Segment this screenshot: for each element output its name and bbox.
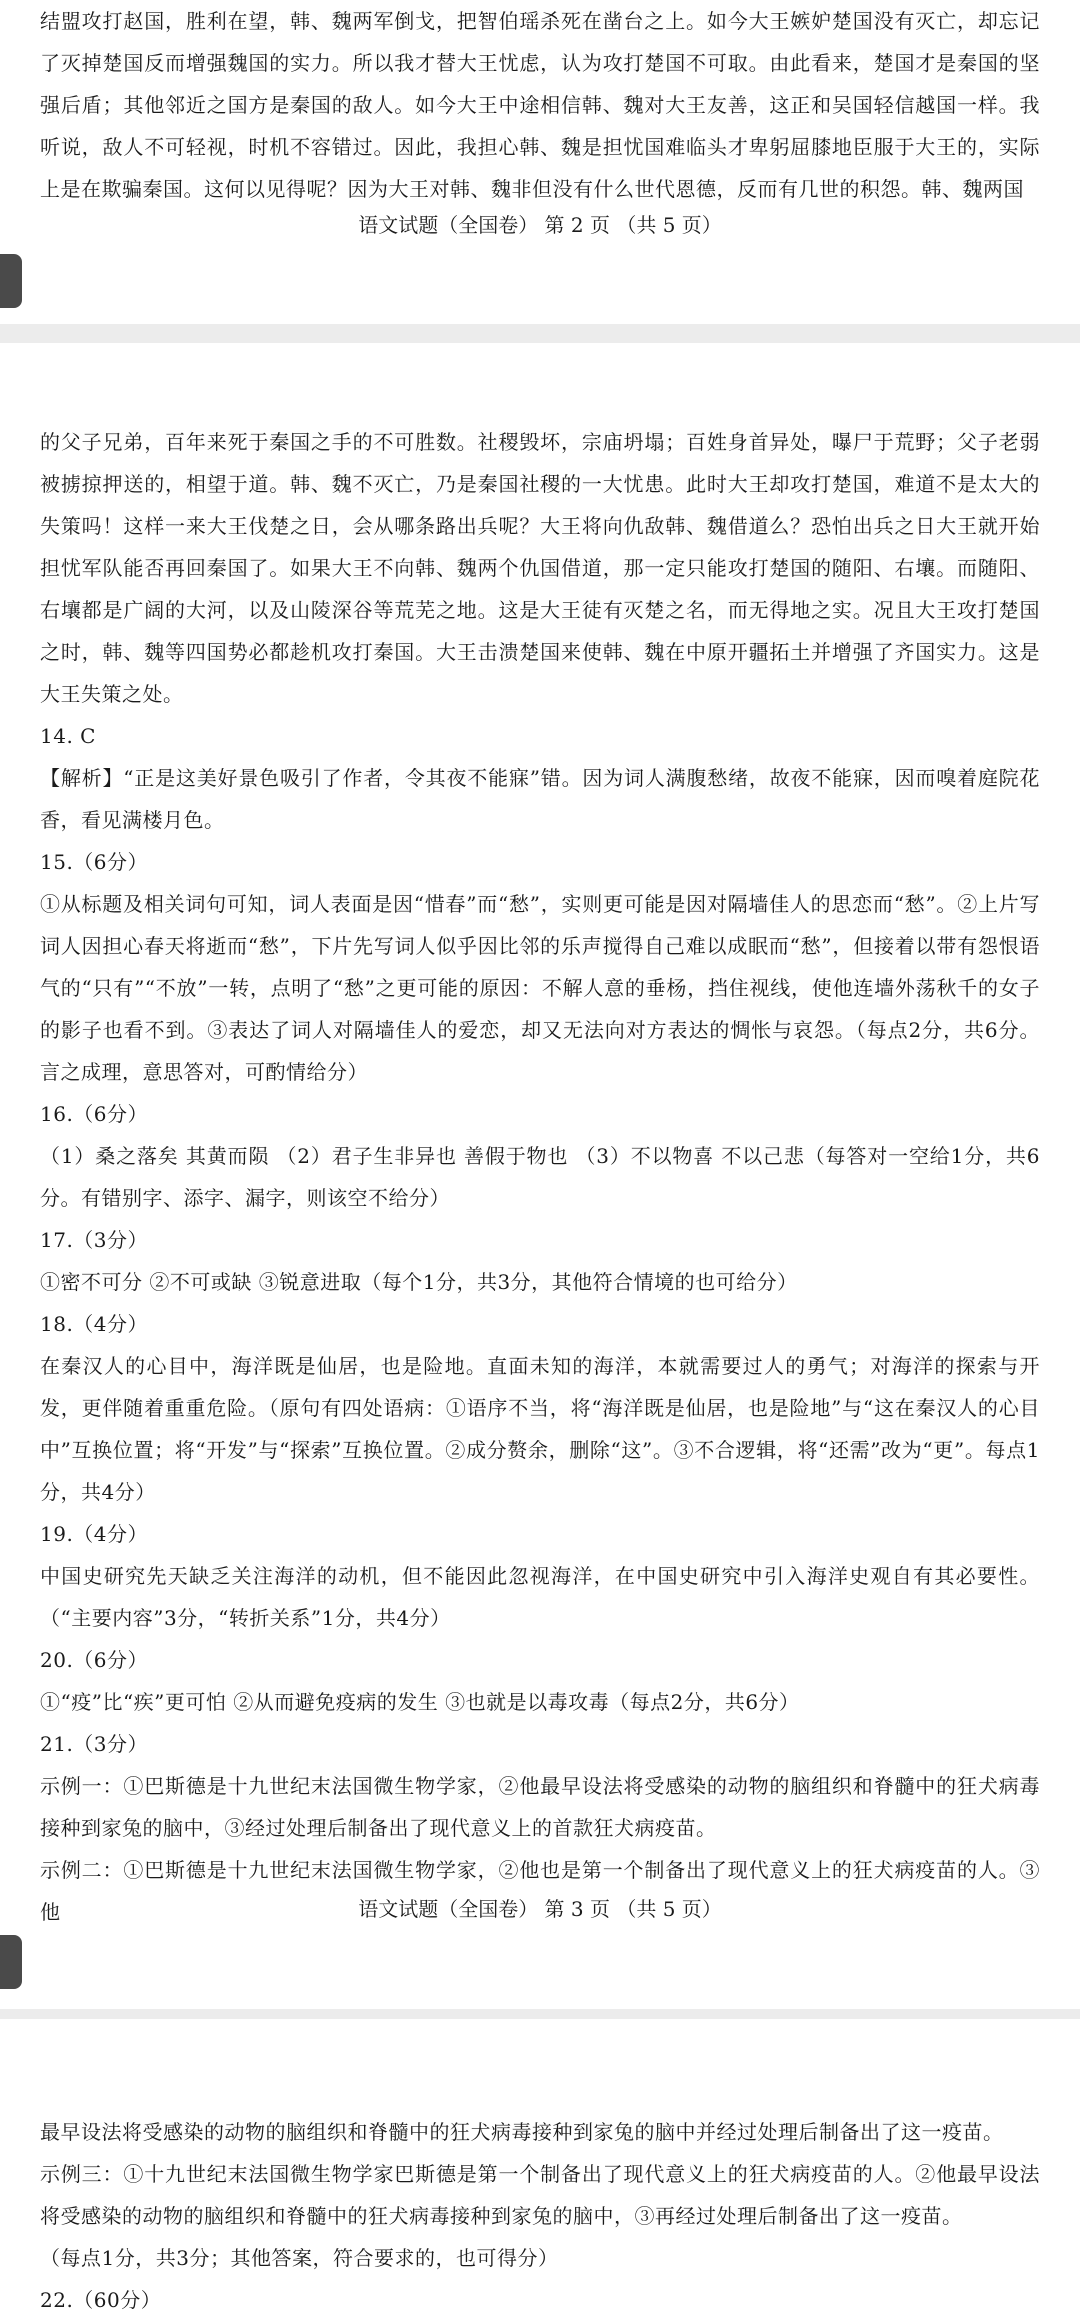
answer-20: ①“疫”比“疾”更可怕 ②从而避免疫病的发生 ③也就是以毒攻毒（每点2分，共6分） [40, 1690, 800, 1714]
question-22-heading: 22.（60分） [40, 2288, 162, 2310]
question-20-heading: 20.（6分） [40, 1648, 149, 1672]
side-tab-handle[interactable] [0, 254, 22, 308]
page-body [40, 421, 1040, 1933]
answer-21-example-3: 示例三：①十九世纪末法国微生物学家巴斯德是第一个制备出了现代意义上的狂犬病疫苗的人。②他最早设法将受感染的动物的脑组织和脊髓中的狂犬病毒接种到家兔的脑中，③再经过处理后制备出了这一疫苗。 [40, 2162, 1040, 2228]
question-19-heading: 19.（4分） [40, 1522, 149, 1546]
answer-15: ①从标题及相关词句可知，词人表面是因“惜春”而“愁”，实则更可能是因对隔墙佳人的思恋而“愁”。②上片写词人因担心春天将逝而“愁”，下片先写词人似乎因比邻的乐声搅得自己难以成眠而“愁”，但接着以带有怨恨语气的“只有”“不放”一转，点明了“愁”之更可能的原因：不解人意的垂杨，挡住视线，使他连墙外荡秋千的女子的影子也看不到。③表达了词人对隔墙佳人的爱恋，却又无法向对方表达的惆怅与哀怨。（每点2分，共6分。言之成理，意思答对，可酌情给分） [40, 892, 1040, 1084]
answer-21-example-2: 示例二：①巴斯德是十九世纪末法国微生物学家，②他也是第一个制备出了现代意义上的狂犬病疫苗的人。③他 [40, 1858, 1040, 1924]
answer-21-scoring-note: （每点1分，共3分；其他答案，符合要求的，也可得分） [40, 2246, 559, 2270]
question-18-heading: 18.（4分） [40, 1312, 149, 1336]
answer-19: 中国史研究先天缺乏关注海洋的动机，但不能因此忽视海洋，在中国史研究中引入海洋史观自有其必要性。（“主要内容”3分，“转折关系”1分，共4分） [40, 1564, 1040, 1630]
question-16-heading: 16.（6分） [40, 1102, 149, 1126]
answer-21-example-1: 示例一：①巴斯德是十九世纪末法国微生物学家，②他最早设法将受感染的动物的脑组织和脊髓中的狂犬病毒接种到家兔的脑中，③经过处理后制备出了现代意义上的首款狂犬病疫苗。 [40, 1774, 1040, 1840]
answer-page-3 [0, 343, 1080, 2009]
page-body [40, 2111, 1040, 2310]
answer-14: 14. C [40, 724, 96, 748]
side-tab-handle[interactable] [0, 1935, 22, 1989]
answer-18: 在秦汉人的心目中，海洋既是仙居，也是险地。直面未知的海洋，本就需要过人的勇气；对海洋的探索与开发，更伴随着重重危险。（原句有四处语病：①语序不当，将“海洋既是仙居，也是险地”与“这在秦汉人的心目中”互换位置；将“开发”与“探索”互换位置。②成分赘余，删除“这”。③不合逻辑，将“还需”改为“更”。每点1分，共4分） [40, 1354, 1040, 1504]
answer-page-2 [0, 0, 1080, 324]
question-17-heading: 17.（3分） [40, 1228, 149, 1252]
question-15-heading: 15.（6分） [40, 850, 149, 874]
answer-14-explanation: 【解析】“正是这美好景色吸引了作者，令其夜不能寐”错。因为词人满腹愁绪，故夜不能寐，因而嗅着庭院花香，看见满楼月色。 [40, 766, 1040, 832]
answer-16: （1）桑之落矣 其黄而陨 （2）君子生非异也 善假于物也 （3）不以物喜 不以己悲（每答对一空给1分，共6分。有错别字、添字、漏字，则该空不给分） [40, 1144, 1040, 1210]
answer-17: ①密不可分 ②不可或缺 ③锐意进取（每个1分，共3分，其他符合情境的也可给分） [40, 1270, 798, 1294]
page-footer: 语文试题（全国卷） 第 3 页 （共 5 页） [358, 1897, 722, 1921]
passage-translation-continued: 的父子兄弟，百年来死于秦国之手的不可胜数。社稷毁坏，宗庙坍塌；百姓身首异处，曝尸于荒野；父子老弱被掳掠押送的，相望于道。韩、魏不灭亡，乃是秦国社稷的一大忧患。此时大王却攻打楚国，难道不是太大的失策吗！这样一来大王伐楚之日，会从哪条路出兵呢？大王将向仇敌韩、魏借道么？恐怕出兵之日大王就开始担忧军队能否再回秦国了。如果大王不向韩、魏两个仇国借道，那一定只能攻打楚国的随阳、右壤。而随阳、右壤都是广阔的大河，以及山陵深谷等荒芜之地。这是大王徒有灭楚之名，而无得地之实。况且大王攻打楚国之时，韩、魏等四国势必都趁机攻打秦国。大王击溃楚国来使韩、魏在中原开疆拓土并增强了齐国实力。这是大王失策之处。 [40, 430, 1040, 706]
answer-page-4 [0, 2019, 1080, 2310]
answer-21-example-2-continued: 最早设法将受感染的动物的脑组织和脊髓中的狂犬病毒接种到家兔的脑中并经过处理后制备出了这一疫苗。 [40, 2120, 1004, 2144]
passage-translation-paragraph: 结盟攻打赵国，胜利在望，韩、魏两军倒戈，把智伯瑶杀死在凿台之上。如今大王嫉妒楚国没有灭亡，却忘记了灭掉楚国反而增强魏国的实力。所以我才替大王忧虑，认为攻打楚国不可取。由此看来，楚国才是秦国的坚强后盾；其他邻近之国方是秦国的敌人。如今大王中途相信韩、魏对大王友善，这正和吴国轻信越国一样。我听说，敌人不可轻视，时机不容错过。因此，我担心韩、魏是担忧国难临头才卑躬屈膝地臣服于大王的，实际上是在欺骗秦国。这何以见得呢？因为大王对韩、魏非但没有什么世代恩德，反而有几世的积怨。韩、魏两国 [40, 9, 1040, 201]
page-footer: 语文试题（全国卷） 第 2 页 （共 5 页） [358, 213, 722, 237]
question-21-heading: 21.（3分） [40, 1732, 149, 1756]
